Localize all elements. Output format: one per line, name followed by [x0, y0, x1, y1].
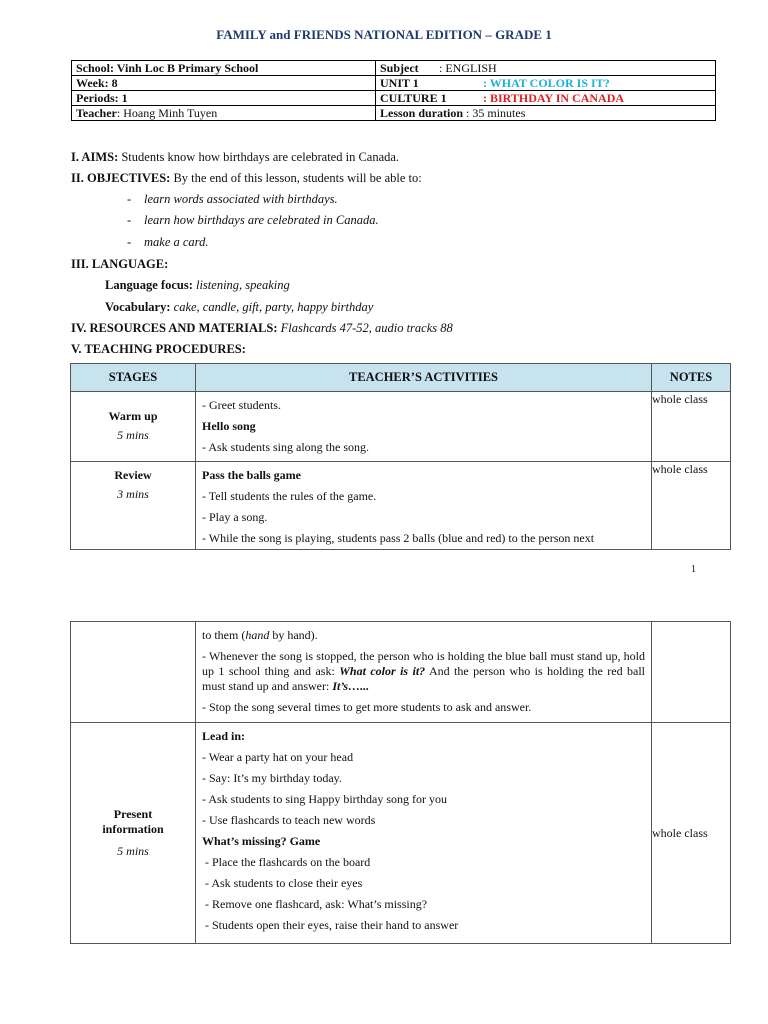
stage-time: 5 mins	[117, 844, 149, 858]
vocab-label: Vocabulary:	[105, 300, 171, 314]
vocab-value: cake, candle, gift, party, happy birthday	[170, 300, 374, 314]
note-present: whole class	[652, 723, 731, 944]
teacher-label: Teacher	[76, 106, 117, 120]
stage-name: Present information	[102, 807, 164, 836]
objectives-text: By the end of this lesson, students will be able to:	[170, 171, 422, 185]
objective-text: make a card.	[144, 235, 209, 249]
activity-line: - Tell students the rules of the game.	[202, 489, 377, 503]
vocabulary	[105, 300, 373, 315]
stage-name: Warm up	[108, 409, 158, 423]
focus-value: listening, speaking	[192, 278, 290, 292]
note-warmup: whole class	[652, 392, 731, 462]
activity-line: - Wear a party hat on your head	[202, 750, 354, 764]
text-run: - Whenever the song is stopped, the person who is holding the blue ball must stand up, hold up 1 school thing and ask:	[202, 649, 645, 678]
culture-value: : BIRTHDAY IN CANADA	[483, 91, 625, 105]
focus-label: Language focus:	[105, 278, 193, 292]
procedures-table-continued	[70, 621, 731, 944]
objective-text: learn how birthdays are celebrated in Canada.	[144, 213, 379, 227]
unit-cell	[376, 76, 716, 91]
stage-time: 3 mins	[117, 487, 149, 501]
activity-line: - Ask students to close their eyes	[202, 876, 363, 890]
objective-item: - learn how birthdays are celebrated in Canada.	[127, 213, 379, 227]
subject-label: Subject	[380, 61, 419, 75]
unit-label: UNIT 1	[380, 76, 419, 90]
activities-warmup	[196, 392, 652, 462]
subject-value: : ENGLISH	[439, 61, 497, 75]
objective-item: - learn words associated with birthdays.	[127, 192, 338, 206]
activity-line: - Stop the song several times to get more students to ask and answer.	[202, 700, 532, 714]
activity-line: - Ask students sing along the song.	[202, 440, 369, 454]
duration-label: Lesson duration	[380, 106, 464, 120]
header-stages: STAGES	[71, 364, 196, 392]
objective-text: learn words associated with birthdays.	[144, 192, 338, 206]
activity-line: Hello song	[202, 419, 256, 433]
text-run: It’s…...	[332, 679, 370, 693]
page-title: FAMILY and FRIENDS NATIONAL EDITION – GRADE 1	[216, 27, 552, 42]
culture-label: CULTURE 1	[380, 91, 447, 105]
periods-cell: Periods: 1	[72, 91, 376, 106]
language-focus	[105, 278, 290, 293]
text-run: And the person who is holding the red ball must stand up and answer:	[202, 664, 645, 693]
table-row	[71, 622, 731, 723]
objectives-section	[71, 171, 422, 186]
unit-value: : WHAT COLOR IS IT?	[483, 76, 610, 90]
week-cell: Week: 8	[72, 76, 376, 91]
stage-time: 5 mins	[117, 428, 149, 442]
activity-line	[196, 649, 651, 694]
activity-line: - Play a song.	[202, 510, 268, 524]
language-heading: III. LANGUAGE:	[71, 257, 169, 271]
teacher-cell	[72, 106, 376, 121]
lesson-info-table	[71, 60, 716, 121]
activity-line: - Place the flashcards on the board	[202, 855, 371, 869]
activity-line: - Ask students to sing Happy birthday song for you	[202, 792, 447, 806]
stage-review-cont	[71, 622, 196, 723]
header-notes: NOTES	[652, 364, 731, 392]
culture-cell	[376, 91, 716, 106]
activity-line: - While the song is playing, students pass 2 balls (blue and red) to the person next	[202, 531, 595, 545]
activity-line: - Remove one flashcard, ask: What’s missing?	[202, 897, 428, 911]
activity-line: What’s missing? Game	[202, 834, 321, 848]
text-run: by hand).	[269, 628, 318, 642]
activity-line	[196, 628, 651, 643]
table-row	[71, 392, 731, 462]
stage-review	[71, 462, 196, 550]
activity-line: - Say: It’s my birthday today.	[202, 771, 342, 785]
objective-item: - make a card.	[127, 235, 209, 249]
text-run: to them (	[202, 628, 246, 642]
activities-present	[196, 723, 652, 944]
activities-review	[196, 462, 652, 550]
note-review: whole class	[652, 462, 731, 550]
procedures-heading: V. TEACHING PROCEDURES:	[71, 342, 246, 356]
aims-section	[71, 150, 399, 165]
aims-text: Students know how birthdays are celebrated in Canada.	[118, 150, 400, 164]
stage-present	[71, 723, 196, 944]
procedures-table	[70, 363, 731, 550]
resources-section	[71, 321, 453, 336]
duration-value: : 35 minutes	[463, 106, 526, 120]
activities-review-cont	[196, 622, 652, 723]
school-cell: School: Vinh Loc B Primary School	[72, 61, 376, 76]
table-row	[71, 462, 731, 550]
activity-line: Lead in:	[202, 729, 246, 743]
text-run: What color is it?	[339, 664, 426, 678]
stage-warmup	[71, 392, 196, 462]
objectives-heading: II. OBJECTIVES:	[71, 171, 171, 185]
note-review-cont	[652, 622, 731, 723]
page-number: 1	[691, 564, 696, 575]
activity-line: - Greet students.	[202, 398, 281, 412]
teacher-value: : Hoang Minh Tuyen	[116, 106, 218, 120]
table-row	[71, 723, 731, 944]
aims-heading: I. AIMS:	[71, 150, 119, 164]
subject-cell	[376, 61, 716, 76]
stage-name: Review	[114, 468, 152, 482]
resources-text: Flashcards 47-52, audio tracks 88	[277, 321, 453, 335]
duration-cell	[376, 106, 716, 121]
activity-line: - Students open their eyes, raise their hand to answer	[202, 918, 459, 932]
activity-line: Pass the balls game	[202, 468, 301, 482]
text-run: hand	[245, 628, 270, 642]
header-activities: TEACHER’S ACTIVITIES	[196, 364, 652, 392]
resources-heading: IV. RESOURCES AND MATERIALS:	[71, 321, 278, 335]
activity-line: - Use flashcards to teach new words	[202, 813, 376, 827]
